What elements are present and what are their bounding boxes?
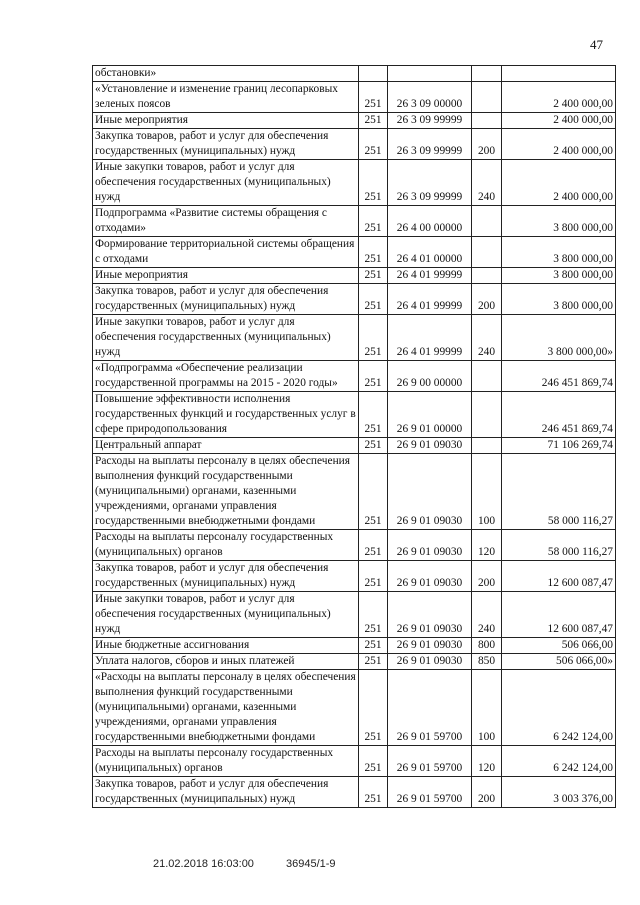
row-expense-type: [472, 392, 502, 438]
row-target-article: 26 9 01 09030: [388, 438, 472, 454]
row-name: «Подпрограмма «Обеспечение реализации государственной программы на 2015 - 2020 годы»: [93, 361, 359, 392]
row-name: Иные закупки товаров, работ и услуг для обеспечения государственных (муниципальных) нужд: [93, 160, 359, 206]
row-target-article: 26 4 01 99999: [388, 268, 472, 284]
table-row: [93, 315, 616, 361]
page-number: 47: [590, 37, 603, 52]
row-name: Уплата налогов, сборов и иных платежей: [93, 654, 359, 670]
row-target-article: 26 3 09 99999: [388, 160, 472, 206]
row-amount: 12 600 087,47: [502, 592, 616, 638]
table-row: [93, 268, 616, 284]
row-name: Иные мероприятия: [93, 113, 359, 129]
row-amount: 3 003 376,00: [502, 777, 616, 808]
row-amount: 3 800 000,00: [502, 284, 616, 315]
table-row: [93, 206, 616, 237]
row-expense-type: 240: [472, 592, 502, 638]
row-name: обстановки»: [93, 66, 359, 82]
row-ved-code: 251: [359, 129, 388, 160]
row-expense-type: 100: [472, 454, 502, 530]
row-expense-type: [472, 66, 502, 82]
row-amount: 2 400 000,00: [502, 129, 616, 160]
row-name: Центральный аппарат: [93, 438, 359, 454]
row-name: Закупка товаров, работ и услуг для обеспечения государственных (муниципальных) нужд: [93, 284, 359, 315]
row-target-article: 26 9 01 09030: [388, 592, 472, 638]
row-target-article: [388, 66, 472, 82]
row-name: Иные бюджетные ассигнования: [93, 638, 359, 654]
row-target-article: 26 9 01 00000: [388, 392, 472, 438]
row-ved-code: 251: [359, 206, 388, 237]
table-row: [93, 592, 616, 638]
row-target-article: 26 9 01 59700: [388, 777, 472, 808]
row-name: Формирование территориальной системы обращения с отходами: [93, 237, 359, 268]
row-target-article: 26 4 01 99999: [388, 315, 472, 361]
table-row: [93, 638, 616, 654]
row-amount: 2 400 000,00: [502, 82, 616, 113]
row-ved-code: 251: [359, 746, 388, 777]
row-expense-type: 200: [472, 561, 502, 592]
row-ved-code: 251: [359, 592, 388, 638]
row-ved-code: 251: [359, 82, 388, 113]
row-expense-type: [472, 438, 502, 454]
footer-timestamp: 21.02.2018 16:03:00: [153, 858, 254, 870]
row-target-article: 26 3 09 99999: [388, 129, 472, 160]
row-ved-code: 251: [359, 284, 388, 315]
row-name: Расходы на выплаты персоналу государственных (муниципальных) органов: [93, 746, 359, 777]
row-expense-type: 120: [472, 746, 502, 777]
row-target-article: 26 9 01 09030: [388, 638, 472, 654]
row-expense-type: 240: [472, 315, 502, 361]
table-row: [93, 438, 616, 454]
row-name: «Установление и изменение границ лесопарковых зеленых поясов: [93, 82, 359, 113]
row-amount: 3 800 000,00: [502, 237, 616, 268]
row-ved-code: 251: [359, 392, 388, 438]
row-name: Подпрограмма «Развитие системы обращения с отходами»: [93, 206, 359, 237]
budget-table: [92, 65, 616, 808]
row-amount: 246 451 869,74: [502, 392, 616, 438]
row-ved-code: 251: [359, 530, 388, 561]
table-row: [93, 66, 616, 82]
row-target-article: 26 9 01 59700: [388, 746, 472, 777]
row-ved-code: 251: [359, 561, 388, 592]
row-ved-code: 251: [359, 670, 388, 746]
row-ved-code: 251: [359, 777, 388, 808]
table-row: [93, 746, 616, 777]
row-amount: 3 800 000,00: [502, 268, 616, 284]
row-expense-type: 200: [472, 129, 502, 160]
row-amount: 6 242 124,00: [502, 670, 616, 746]
row-ved-code: 251: [359, 361, 388, 392]
budget-table-body: [93, 66, 616, 808]
row-target-article: 26 9 01 09030: [388, 654, 472, 670]
row-target-article: 26 9 01 59700: [388, 670, 472, 746]
row-amount: 71 106 269,74: [502, 438, 616, 454]
row-expense-type: 240: [472, 160, 502, 206]
row-expense-type: 800: [472, 638, 502, 654]
row-name: Закупка товаров, работ и услуг для обеспечения государственных (муниципальных) нужд: [93, 561, 359, 592]
row-amount: 506 066,00»: [502, 654, 616, 670]
row-expense-type: [472, 113, 502, 129]
row-expense-type: 200: [472, 777, 502, 808]
row-ved-code: 251: [359, 113, 388, 129]
row-name: Иные закупки товаров, работ и услуг для обеспечения государственных (муниципальных) нужд: [93, 315, 359, 361]
row-amount: 6 242 124,00: [502, 746, 616, 777]
table-row: [93, 160, 616, 206]
row-ved-code: 251: [359, 654, 388, 670]
row-amount: 3 800 000,00»: [502, 315, 616, 361]
row-name: Закупка товаров, работ и услуг для обеспечения государственных (муниципальных) нужд: [93, 777, 359, 808]
row-target-article: 26 9 01 09030: [388, 454, 472, 530]
row-name: Иные закупки товаров, работ и услуг для обеспечения государственных (муниципальных) нужд: [93, 592, 359, 638]
row-expense-type: [472, 237, 502, 268]
row-ved-code: 251: [359, 237, 388, 268]
row-amount: 12 600 087,47: [502, 561, 616, 592]
table-row: [93, 454, 616, 530]
table-row: [93, 561, 616, 592]
table-row: [93, 82, 616, 113]
row-name: «Расходы на выплаты персоналу в целях обеспечения выполнения функций государственными (муниципальными) органами, казенными учреждениями, органами управления государственными внебюджетными фондами: [93, 670, 359, 746]
row-target-article: 26 4 01 00000: [388, 237, 472, 268]
table-row: [93, 530, 616, 561]
row-amount: 58 000 116,27: [502, 530, 616, 561]
table-row: [93, 361, 616, 392]
row-amount: [502, 66, 616, 82]
row-expense-type: 200: [472, 284, 502, 315]
table-row: [93, 284, 616, 315]
table-row: [93, 237, 616, 268]
row-ved-code: [359, 66, 388, 82]
row-name: Иные мероприятия: [93, 268, 359, 284]
row-name: Закупка товаров, работ и услуг для обеспечения государственных (муниципальных) нужд: [93, 129, 359, 160]
row-ved-code: 251: [359, 438, 388, 454]
table-row: [93, 654, 616, 670]
row-target-article: 26 9 01 09030: [388, 561, 472, 592]
row-name: Повышение эффективности исполнения государственных функций и государственных услуг в сфере природопользования: [93, 392, 359, 438]
row-target-article: 26 9 01 09030: [388, 530, 472, 561]
row-target-article: 26 9 00 00000: [388, 361, 472, 392]
table-row: [93, 777, 616, 808]
row-target-article: 26 3 09 99999: [388, 113, 472, 129]
table-row: [93, 392, 616, 438]
row-amount: 3 800 000,00: [502, 206, 616, 237]
row-expense-type: 120: [472, 530, 502, 561]
row-amount: 2 400 000,00: [502, 113, 616, 129]
row-amount: 58 000 116,27: [502, 454, 616, 530]
table-row: [93, 113, 616, 129]
row-expense-type: [472, 82, 502, 113]
row-expense-type: [472, 268, 502, 284]
row-amount: 506 066,00: [502, 638, 616, 654]
row-expense-type: [472, 361, 502, 392]
row-amount: 2 400 000,00: [502, 160, 616, 206]
row-amount: 246 451 869,74: [502, 361, 616, 392]
row-target-article: 26 3 09 00000: [388, 82, 472, 113]
row-name: Расходы на выплаты персоналу государственных (муниципальных) органов: [93, 530, 359, 561]
row-expense-type: [472, 206, 502, 237]
footer-doc-number: 36945/1-9: [286, 858, 336, 870]
row-expense-type: 100: [472, 670, 502, 746]
row-target-article: 26 4 00 00000: [388, 206, 472, 237]
row-expense-type: 850: [472, 654, 502, 670]
table-row: [93, 670, 616, 746]
row-target-article: 26 4 01 99999: [388, 284, 472, 315]
row-ved-code: 251: [359, 160, 388, 206]
row-ved-code: 251: [359, 315, 388, 361]
table-row: [93, 129, 616, 160]
row-ved-code: 251: [359, 638, 388, 654]
row-ved-code: 251: [359, 454, 388, 530]
row-ved-code: 251: [359, 268, 388, 284]
row-name: Расходы на выплаты персоналу в целях обеспечения выполнения функций государственными (муниципальными) органами, казенными учреждениями, органами управления государственными внебюджетными фондами: [93, 454, 359, 530]
